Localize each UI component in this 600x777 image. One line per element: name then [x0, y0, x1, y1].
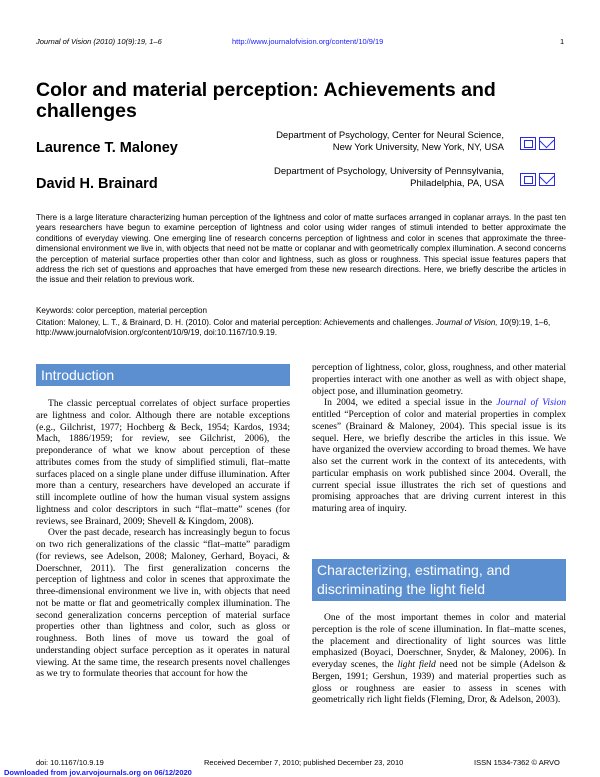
- right-column-top: [312, 362, 566, 515]
- author-maloney: Laurence T. Maloney: [36, 140, 178, 156]
- header-url-link[interactable]: http://www.journalofvision.org/content/10/9/19: [232, 37, 384, 46]
- page-title: Color and material perception: Achievements and challenges: [36, 79, 496, 122]
- author-brainard: David H. Brainard: [36, 176, 158, 192]
- paragraph: In 2004, we edited a special issue in the Journal of Vision entitled “Perception of color and material properties in complex scenes” (Brainard & Maloney, 2004). This special issue is its sequel. Here, we briefly describe the articles in this issue. We have organized the overview according to broad themes. We have also set the current work in the context of its antecedents, with particular emphasis on work published since 2004. Overall, the current special issue illustrates the rich set of questions and promising approaches that are driving current interest in this maturing area of inquiry.: [312, 397, 566, 514]
- author-icons-brainard: [520, 173, 555, 186]
- home-icon[interactable]: [520, 137, 536, 150]
- journal-header: Journal of Vision (2010) 10(9):19, 1–6: [36, 37, 162, 46]
- paragraph: Over the past decade, research has increasingly begun to focus on two rich generalizations of the classic “flat–matte” paradigm (for reviews, see Adelson, 2008; Maloney, Gerhard, Boyaci, & Doerschner, 2011). The first generalization concerns the perception of lightness and color in scenes that approximate the three-dimensional environment we live in, with objects that need not be matte or flat and geometrically complex illumination. The second generalization concerns perception of material surface properties other than lightness and color, such as gloss or roughness. Both lines of move us toward the goal of understanding object surface perception as it operates in natural viewing. At the same time, the research presents novel challenges as we try to formulate theories that account for how the: [36, 527, 290, 680]
- keywords: Keywords: color perception, material perception: [36, 306, 207, 315]
- mail-icon[interactable]: [539, 173, 555, 186]
- section-heading-light-field: Characterizing, estimating, and discriminating the light field: [312, 559, 566, 601]
- home-icon[interactable]: [520, 173, 536, 186]
- footer-doi: doi: 10.1167/10.9.19: [36, 758, 104, 767]
- section-heading-introduction: Introduction: [36, 364, 290, 386]
- download-notice[interactable]: Downloaded from jov.arvojournals.org on 06/12/2020: [4, 768, 192, 777]
- footer-issn: ISSN 1534-7362 © ARVO: [474, 758, 560, 767]
- left-column: [36, 398, 290, 680]
- page-number: 1: [560, 37, 565, 46]
- author-icons-maloney: [520, 137, 555, 150]
- mail-icon[interactable]: [539, 137, 555, 150]
- paragraph: One of the most important themes in color and material perception is the role of scene illumination. In flat–matte scenes, the placement and directionality of light sources was little emphasized (Boyaci, Doerschner, Snyder, & Maloney, 2006). In everyday scenes, the light field need not be simple (Adelson & Bergen, 1991; Gershun, 1939) and material properties such as gloss or roughness are easier to assess in scenes with geometrically rich light fields (Fleming, Dror, & Adelson, 2003).: [312, 612, 566, 706]
- footer-received: Received December 7, 2010; published December 23, 2010: [204, 758, 404, 767]
- abstract: There is a large literature characterizing human perception of the lightness and color of matte surfaces arranged in coplanar arrays. In the past ten years researchers have begun to examine perception of lightness and color using wider ranges of stimuli intended to better approximate the conditions of everyday viewing. One emerging line of research concerns perception of lightness and color in scenes that approximate the three-dimensional environment we live in, with objects that need not be matte or coplanar and with geometrically complex illumination. A second concerns the perception of material surface properties other than color and lightness, such as gloss or roughness. This special issue features papers that address the rich set of questions and approaches that have emerged from these new research directions. Here, we briefly describe the articles in the issue and their relation to previous work.: [36, 213, 566, 285]
- right-column-bottom: [312, 612, 566, 706]
- paragraph: perception of lightness, color, gloss, roughness, and other material properties interact with one another as well as with object shape, object pose, and illumination geometry.: [312, 362, 566, 397]
- paragraph: The classic perceptual correlates of object surface properties are lightness and color. Although there are notable exceptions (e.g., Gilchrist, 1977; Hochberg & Beck, 1954; Kardos, 1934; Mach, 1886/1959; for review, see Gilchrist, 2006), the preponderance of what we know about perception of these attributes comes from the study of simplified stimuli, flat–matte surfaces placed on a single plane under diffuse illumination. After more than a century, researchers have developed an accurate if still incomplete outline of how the human visual system assigns lightness and color descriptors in such “flat–matte” scenes (for reviews, see Brainard, 2009; Shevell & Kingdom, 2008).: [36, 398, 290, 527]
- citation: Citation: Maloney, L. T., & Brainard, D. H. (2010). Color and material perception: Achievements and challenges. Journal of Vision, 10(9):19, 1–6, http://www.journalofvision.org/content/10/9/19, doi:10.1167/10.9.19.: [36, 318, 551, 338]
- affiliation-brainard: Department of Psychology, University of Pennsylvania, Philadelphia, PA, USA: [273, 166, 504, 189]
- affiliation-maloney: Department of Psychology, Center for Neural Science, New York University, New York, NY, USA: [276, 130, 504, 153]
